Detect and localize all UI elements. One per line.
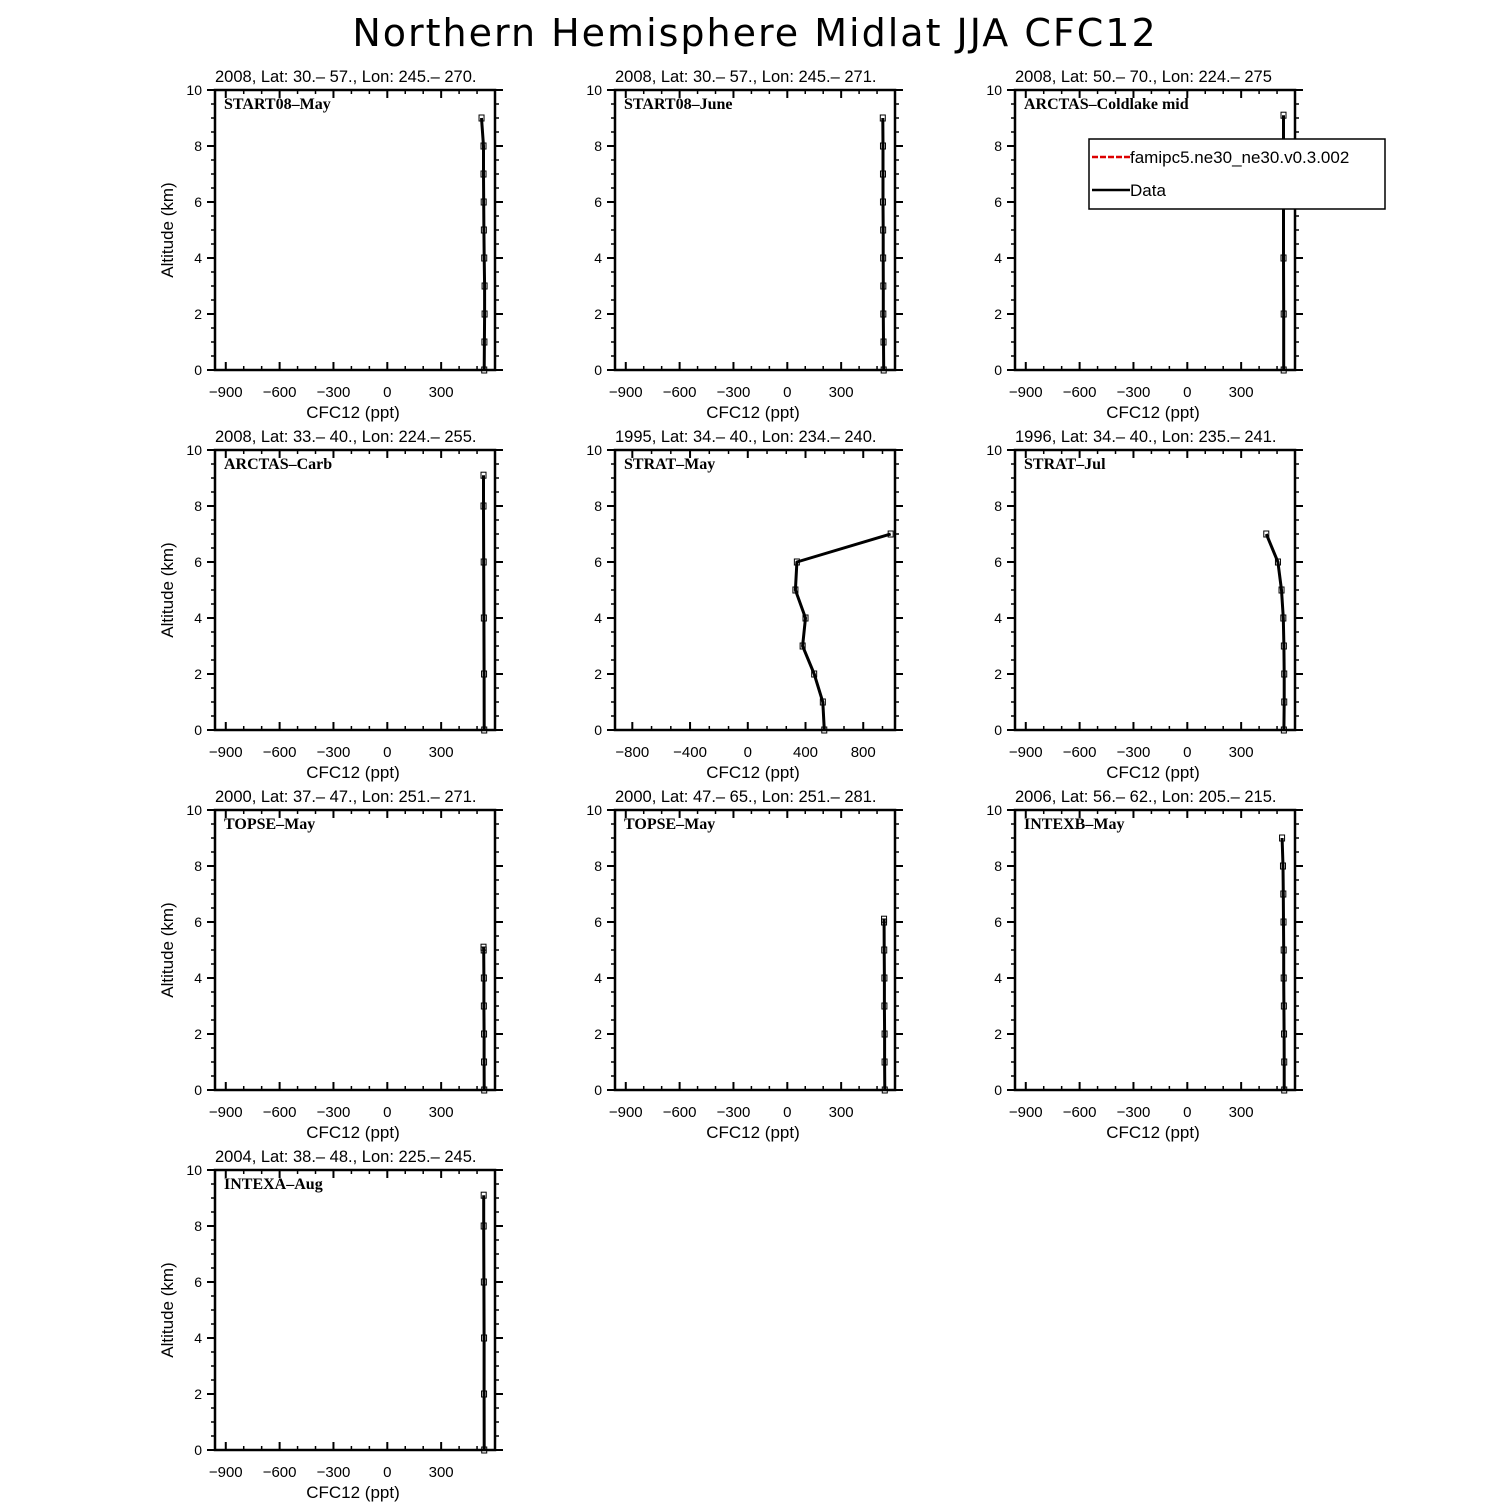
x-tick-label: −900: [208, 384, 243, 401]
x-tick-label: −300: [316, 1104, 351, 1121]
x-tick-label: −300: [716, 384, 751, 401]
y-tick-label: 2: [194, 306, 202, 322]
legend-label: Data: [1130, 181, 1166, 200]
plot-frame: [615, 90, 895, 370]
x-tick-label: −600: [262, 1104, 297, 1121]
plot-frame: [215, 90, 495, 370]
y-tick-label: 4: [594, 610, 602, 626]
x-axis-label: CFC12 (ppt): [706, 763, 800, 782]
y-tick-label: 4: [194, 610, 202, 626]
y-tick-label: 6: [194, 554, 202, 570]
panel-10: [158, 1148, 503, 1502]
panel-title: 2008, Lat: 30.– 57., Lon: 245.– 270.: [215, 68, 477, 86]
y-axis-label: Altitude (km): [158, 542, 177, 638]
y-tick-label: 4: [194, 1330, 202, 1346]
y-tick-label: 0: [994, 1082, 1002, 1098]
y-tick-label: 8: [994, 858, 1002, 874]
y-tick-label: 6: [994, 554, 1002, 570]
panel-title: 2006, Lat: 56.– 62., Lon: 205.– 215.: [1015, 788, 1277, 806]
y-tick-label: 10: [586, 802, 602, 818]
y-tick-label: 6: [194, 194, 202, 210]
panel-title: 2000, Lat: 47.– 65., Lon: 251.– 281.: [615, 788, 877, 806]
x-tick-label: −900: [1008, 384, 1043, 401]
y-tick-label: 2: [194, 1386, 202, 1402]
x-tick-label: −600: [262, 384, 297, 401]
panel-5: [586, 428, 903, 782]
panel-title: 2008, Lat: 33.– 40., Lon: 224.– 255.: [215, 428, 477, 446]
x-tick-label: −300: [316, 744, 351, 761]
x-tick-label: −300: [1116, 744, 1151, 761]
y-tick-label: 0: [194, 722, 202, 738]
y-tick-label: 8: [594, 138, 602, 154]
campaign-label: INTEXB–May: [1024, 816, 1125, 833]
legend-label: famipc5.ne30_ne30.v0.3.002: [1130, 148, 1350, 167]
y-tick-label: 6: [994, 194, 1002, 210]
data-series-line: [883, 118, 884, 370]
y-tick-label: 6: [194, 914, 202, 930]
data-series-line: [484, 1195, 485, 1450]
data-series-line: [795, 534, 890, 730]
panel-7: [158, 788, 503, 1142]
y-tick-label: 2: [594, 1026, 602, 1042]
x-tick-label: −900: [1008, 744, 1043, 761]
y-tick-label: 8: [194, 138, 202, 154]
x-tick-label: −600: [262, 744, 297, 761]
y-tick-label: 2: [994, 1026, 1002, 1042]
x-tick-label: 300: [1228, 744, 1254, 761]
y-tick-label: 6: [994, 914, 1002, 930]
y-tick-label: 4: [594, 250, 602, 266]
y-tick-label: 2: [194, 666, 202, 682]
panel-title: 2008, Lat: 30.– 57., Lon: 245.– 271.: [615, 68, 877, 86]
plot-frame: [615, 810, 895, 1090]
panel-1: [158, 68, 503, 422]
y-tick-label: 2: [994, 666, 1002, 682]
x-tick-label: −900: [1008, 1104, 1043, 1121]
y-tick-label: 8: [994, 138, 1002, 154]
panel-title: 1995, Lat: 34.– 40., Lon: 234.– 240.: [615, 428, 877, 446]
x-axis-label: CFC12 (ppt): [1106, 1123, 1200, 1142]
y-tick-label: 0: [194, 1442, 202, 1458]
x-tick-label: 300: [428, 744, 454, 761]
y-tick-label: 0: [594, 1082, 602, 1098]
y-tick-label: 6: [594, 194, 602, 210]
panel-3: [986, 68, 1303, 422]
campaign-label: ARCTAS–Coldlake mid: [1024, 96, 1189, 113]
x-axis-label: CFC12 (ppt): [306, 763, 400, 782]
y-tick-label: 8: [594, 858, 602, 874]
x-tick-label: 0: [383, 1104, 392, 1121]
y-tick-label: 4: [994, 970, 1002, 986]
legend: [1089, 139, 1385, 209]
x-tick-label: 300: [428, 1464, 454, 1481]
x-tick-label: −300: [716, 1104, 751, 1121]
y-tick-label: 0: [594, 722, 602, 738]
campaign-label: INTEXA–Aug: [224, 1176, 323, 1193]
x-tick-label: 300: [428, 384, 454, 401]
x-tick-label: 0: [783, 384, 792, 401]
x-tick-label: −800: [615, 744, 650, 761]
y-tick-label: 8: [194, 858, 202, 874]
y-axis-label: Altitude (km): [158, 182, 177, 278]
x-axis-label: CFC12 (ppt): [706, 1123, 800, 1142]
plot-frame: [1015, 450, 1295, 730]
x-tick-label: −300: [316, 1464, 351, 1481]
x-tick-label: −600: [1062, 744, 1097, 761]
y-tick-label: 4: [194, 970, 202, 986]
plot-frame: [1015, 90, 1295, 370]
x-axis-label: CFC12 (ppt): [306, 1123, 400, 1142]
campaign-label: TOPSE–May: [224, 816, 316, 833]
x-axis-label: CFC12 (ppt): [306, 403, 400, 422]
x-tick-label: −900: [208, 1104, 243, 1121]
campaign-label: START08–June: [624, 96, 733, 113]
x-tick-label: 0: [783, 1104, 792, 1121]
y-axis-label: Altitude (km): [158, 1262, 177, 1358]
x-tick-label: 0: [743, 744, 752, 761]
campaign-label: TOPSE–May: [624, 816, 716, 833]
x-tick-label: 400: [792, 744, 819, 761]
y-tick-label: 0: [594, 362, 602, 378]
y-tick-label: 4: [994, 610, 1002, 626]
figure-title: Northern Hemisphere Midlat JJA CFC12: [352, 11, 1158, 55]
x-tick-label: −600: [662, 1104, 697, 1121]
y-tick-label: 0: [994, 362, 1002, 378]
data-series-line: [884, 919, 885, 1090]
x-tick-label: 300: [828, 1104, 854, 1121]
y-tick-label: 6: [594, 554, 602, 570]
plot-frame: [215, 450, 495, 730]
x-tick-label: −900: [208, 744, 243, 761]
y-tick-label: 0: [194, 362, 202, 378]
y-tick-label: 8: [194, 1218, 202, 1234]
y-tick-label: 10: [586, 442, 602, 458]
campaign-label: START08–May: [224, 96, 331, 113]
y-tick-label: 10: [186, 442, 202, 458]
panel-9: [986, 788, 1303, 1142]
x-tick-label: −600: [1062, 384, 1097, 401]
panel-title: 2008, Lat: 50.– 70., Lon: 224.– 275: [1015, 68, 1272, 86]
x-tick-label: 300: [828, 384, 854, 401]
x-axis-label: CFC12 (ppt): [306, 1483, 400, 1502]
y-tick-label: 10: [186, 802, 202, 818]
x-tick-label: −400: [673, 744, 707, 761]
x-tick-label: −300: [1116, 1104, 1151, 1121]
y-tick-label: 10: [986, 82, 1002, 98]
x-tick-label: 0: [1183, 744, 1192, 761]
plot-frame: [615, 450, 895, 730]
x-axis-label: CFC12 (ppt): [706, 403, 800, 422]
y-tick-label: 4: [594, 970, 602, 986]
x-tick-label: 0: [1183, 1104, 1192, 1121]
x-axis-label: CFC12 (ppt): [1106, 763, 1200, 782]
x-tick-label: −900: [608, 1104, 643, 1121]
data-series-line: [484, 475, 485, 730]
y-tick-label: 4: [194, 250, 202, 266]
campaign-label: ARCTAS–Carb: [224, 456, 333, 473]
x-axis-label: CFC12 (ppt): [1106, 403, 1200, 422]
y-axis-label: Altitude (km): [158, 902, 177, 998]
y-tick-label: 2: [194, 1026, 202, 1042]
panel-4: [158, 428, 503, 782]
x-tick-label: −300: [1116, 384, 1151, 401]
x-tick-label: 300: [1228, 384, 1254, 401]
y-tick-label: 4: [994, 250, 1002, 266]
panels: [158, 68, 1303, 1502]
y-tick-label: 10: [986, 442, 1002, 458]
x-tick-label: 0: [383, 384, 392, 401]
y-tick-label: 0: [194, 1082, 202, 1098]
x-tick-label: 0: [383, 1464, 392, 1481]
y-tick-label: 10: [986, 802, 1002, 818]
x-tick-label: 0: [1183, 384, 1192, 401]
y-tick-label: 8: [994, 498, 1002, 514]
panel-title: 1996, Lat: 34.– 40., Lon: 235.– 241.: [1015, 428, 1277, 446]
y-tick-label: 2: [594, 666, 602, 682]
plot-frame: [1015, 810, 1295, 1090]
x-tick-label: −900: [608, 384, 643, 401]
y-tick-label: 8: [194, 498, 202, 514]
x-tick-label: −600: [1062, 1104, 1097, 1121]
y-tick-label: 10: [586, 82, 602, 98]
panel-title: 2000, Lat: 37.– 47., Lon: 251.– 271.: [215, 788, 477, 806]
panel-title: 2004, Lat: 38.– 48., Lon: 225.– 245.: [215, 1148, 477, 1166]
x-tick-label: 0: [383, 744, 392, 761]
y-tick-label: 2: [994, 306, 1002, 322]
y-tick-label: 10: [186, 82, 202, 98]
x-tick-label: −600: [662, 384, 697, 401]
x-tick-label: 800: [850, 744, 876, 761]
x-tick-label: 300: [428, 1104, 454, 1121]
x-tick-label: 300: [1228, 1104, 1254, 1121]
plot-frame: [215, 810, 495, 1090]
y-tick-label: 6: [594, 914, 602, 930]
y-tick-label: 6: [194, 1274, 202, 1290]
x-tick-label: −300: [316, 384, 351, 401]
panel-2: [586, 68, 903, 422]
panel-8: [586, 788, 903, 1142]
y-tick-label: 10: [186, 1162, 202, 1178]
y-tick-label: 2: [594, 306, 602, 322]
x-tick-label: −600: [262, 1464, 297, 1481]
y-tick-label: 0: [994, 722, 1002, 738]
data-series-line: [482, 118, 485, 370]
plot-frame: [215, 1170, 495, 1450]
panel-6: [986, 428, 1303, 782]
x-tick-label: −900: [208, 1464, 243, 1481]
data-series-line: [484, 947, 485, 1090]
y-tick-label: 8: [594, 498, 602, 514]
campaign-label: STRAT–Jul: [1024, 456, 1106, 473]
campaign-label: STRAT–May: [624, 456, 716, 473]
data-series-line: [1282, 838, 1284, 1090]
